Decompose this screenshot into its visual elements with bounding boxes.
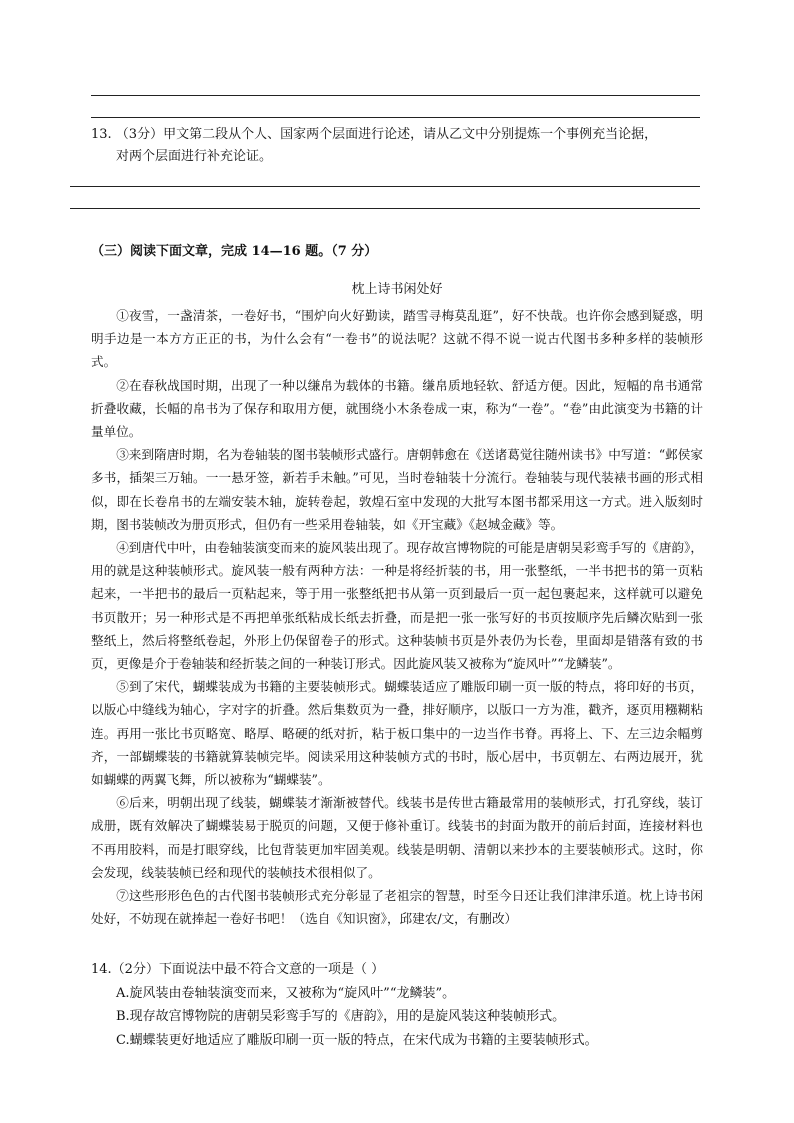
answer-line (70, 208, 700, 209)
question-14-stem: 14.（2分）下面说法中最不符合文意的一项是（ ） (91, 962, 385, 977)
essay-body (91, 304, 703, 930)
answer-line (91, 117, 700, 118)
question-13 (91, 124, 706, 168)
essay-paragraph: ⑦这些形形色色的古代图书装帧形式充分彰显了老祖宗的智慧，时至今日还让我们津津乐道。枕上诗书闲处好，不妨现在就捧起一卷好书吧！（选自《知识窗》，邱建农/文，有删改） (91, 888, 703, 927)
answer-line (70, 186, 700, 187)
essay-paragraph: ③来到隋唐时期，名为卷轴装的图书装帧形式盛行。唐朝韩愈在《送诸葛觉往随州读书》中写道：“邺侯家多书，插架三万轴。一一悬牙签，新若手未触。”可见，当时卷轴装十分流行。卷轴装与现代装裱书画的形式相似，即在长卷帛书的左端安装木轴，旋转卷起，敦煌石室中发现的大批写本图书都采用这一方式。进入版刻时期，图书装帧改为册页形式，但仍有一些采用卷轴装，如《开宝藏》《赵城金藏》等。 (91, 447, 703, 532)
option-c: C.蝴蝶装更好地适应了雕版印刷一页一版的特点，在宋代成为书籍的主要装帧形式。 (116, 1032, 598, 1048)
essay-title: 枕上诗书闲处好 (351, 282, 443, 297)
essay-paragraph: ④到唐代中叶，由卷轴装演变而来的旋风装出现了。现存故宫博物院的可能是唐朝吴彩鸾手写的《唐韵》，用的就是这种装帧形式。旋风装一般有两种方法：一种是将经折装的书，用一张整纸，一半书把书的第一页粘起来，一半把书的最后一页粘起来，等于用一张整纸把书从第一页到最后一页一起包裹起来，这样就可以避免书页散开；另一种形式是不再把单张纸粘成长纸去折叠，而是把一张一张写好的书页按顺序先后鳞次贴到一张整纸上，然后将整纸卷起，外形上仍保留卷子的形式。这种装帧书页是外表仍为长卷，里面却是错落有致的书页，更像是介于卷轴装和经折装之间的一种装订形式。因此旋风装又被称为“旋风叶”“龙鳞装”。 (91, 540, 703, 672)
essay-paragraph: ②在春秋战国时期，出现了一种以缣帛为载体的书籍。缣帛质地轻软、舒适方便。因此，短幅的帛书通常折叠收藏，长幅的帛书为了保存和取用方便，就围绕小木条卷成一束，称为“一卷”。“卷”由此演变为书籍的计量单位。 (91, 377, 703, 440)
essay-paragraph: ⑥后来，明朝出现了线装，蝴蝶装才渐渐被替代。线装书是传世古籍最常用的装帧形式，打孔穿线，装订成册，既有效解决了蝴蝶装易于脱页的问题，又便于修补重订。线装书的封面为散开的前后封面，连接材料也不再用胶料，而是打眼穿线，比包背装更加牢固美观。线装是明朝、清朝以来抄本的主要装帧形式。这时，你会发现，线装装帧已经和现代的装帧技术很相似了。 (91, 795, 703, 880)
essay-paragraph: ⑤到了宋代，蝴蝶装成为书籍的主要装帧形式。蝴蝶装适应了雕版印刷一页一版的特点，将印好的书页，以版心中缝线为轴心，字对字的折叠。然后集数页为一叠，排好顺序，以版口一方为准，戳齐，逐页用糨糊粘连。再用一张比书页略宽、略厚、略硬的纸对折，粘于板口集中的一边当作书脊。再将上、下、左三边余幅剪齐，一部蝴蝶装的书籍就算装帧完毕。阅读采用这种装帧方式的书时，版心居中，书页朝左、右两边展开，犹如蝴蝶的两翼飞舞，所以被称为“蝴蝶装”。 (91, 679, 703, 788)
option-a: A.旋风装由卷轴装演变而来，又被称为“旋风叶”“龙鳞装”。 (116, 985, 456, 1001)
option-b: B.现存故宫博物院的唐朝吴彩鸾手写的《唐韵》，用的是旋风装这种装帧形式。 (116, 1009, 566, 1024)
question-14 (91, 958, 711, 1052)
question-13-line-2: 对两个层面进行补充论证。 (116, 149, 273, 164)
question-13-line-1: 13. （3分）甲文第二段从个人、国家两个层面进行论述，请从乙文中分别提炼一个事例充当论据， (91, 127, 658, 142)
answer-line (91, 95, 700, 96)
section-heading: （三）阅读下面文章，完成 14—16 题。（7 分） (91, 244, 378, 259)
essay-paragraph: ①夜雪，一盏清茶，一卷好书，“围炉向火好勤读，踏雪寻梅莫乱逛”，好不快哉。也许你会感到疑惑，明明手边是一本方方正正的书，为什么会有“一卷书”的说法呢？这就不得不说一说古代图书多种多样的装帧形式。 (91, 308, 703, 370)
